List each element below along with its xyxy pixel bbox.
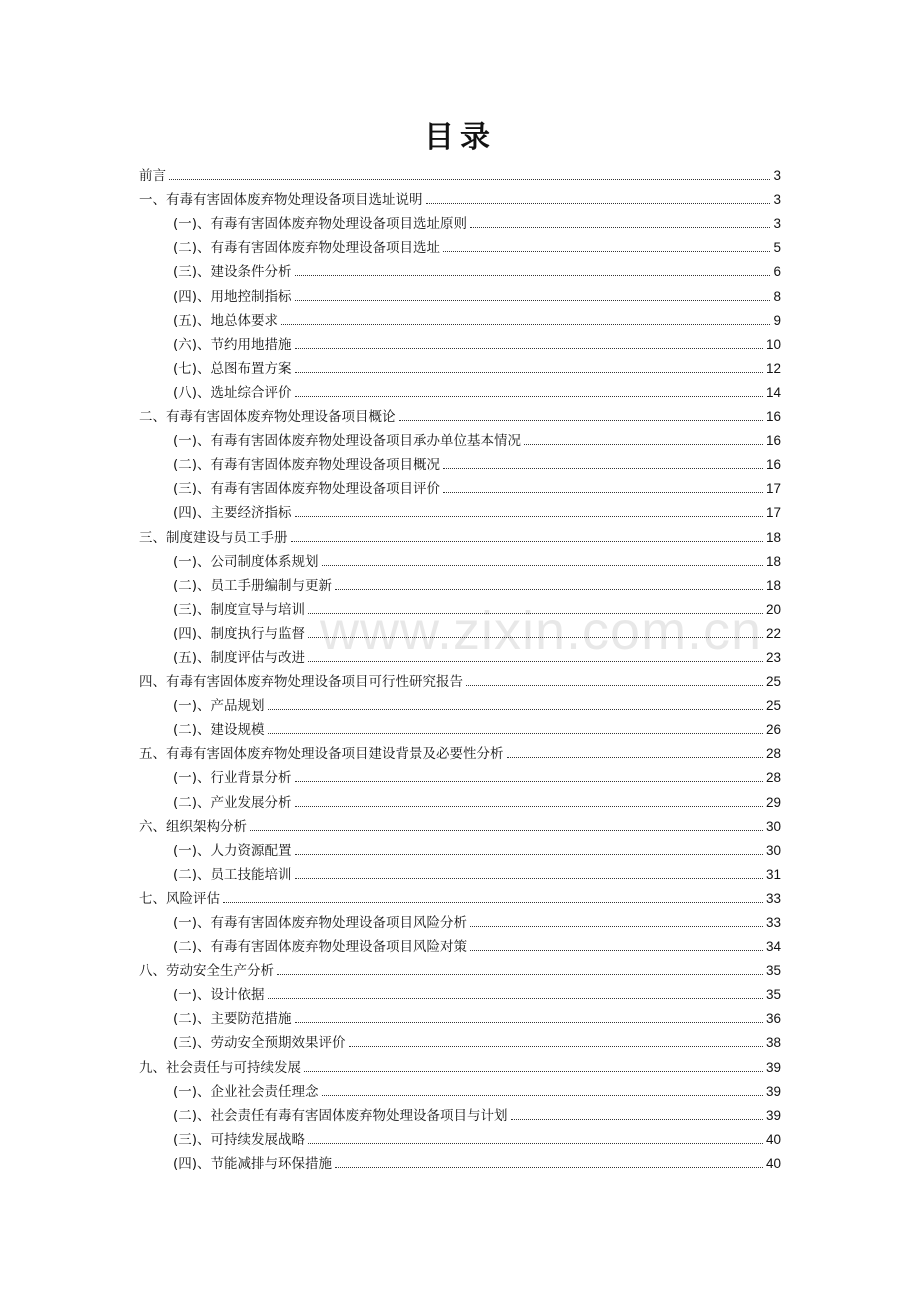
toc-entry-page: 18 [765, 553, 781, 569]
toc-entry-page: 8 [773, 288, 781, 304]
toc-leader-dots [308, 661, 763, 662]
toc-entry-label: (三)、建设条件分析 [173, 264, 292, 281]
toc-entry-label: 四、有毒有害固体废弃物处理设备项目可行性研究报告 [139, 674, 463, 691]
toc-entry[interactable] [139, 329, 781, 353]
toc-entry-page: 10 [765, 336, 781, 352]
toc-entry[interactable] [139, 666, 781, 690]
toc-entry[interactable] [139, 883, 781, 907]
toc-entry-page: 29 [765, 794, 781, 810]
toc-leader-dots [335, 589, 763, 590]
toc-leader-dots [295, 516, 763, 517]
toc-leader-dots [295, 275, 771, 276]
toc-entry-label: (一)、人力资源配置 [173, 842, 292, 859]
toc-leader-dots [399, 420, 763, 421]
toc-entry-page: 36 [765, 1011, 781, 1027]
toc-entry[interactable] [139, 570, 781, 594]
toc-entry[interactable] [139, 786, 781, 810]
toc-entry-label: (二)、社会责任有毒有害固体废弃物处理设备项目与计划 [173, 1107, 508, 1124]
toc-entry-page: 35 [765, 963, 781, 979]
toc-entry-label: 二、有毒有害固体废弃物处理设备项目概论 [139, 409, 396, 426]
toc-entry-label: (二)、有毒有害固体废弃物处理设备项目选址 [173, 240, 441, 257]
toc-entry-label: (三)、劳动安全预期效果评价 [173, 1035, 346, 1052]
toc-entry-label: (四)、用地控制指标 [173, 288, 292, 305]
toc-entry[interactable] [139, 208, 781, 232]
toc-entry-page: 23 [765, 649, 781, 665]
toc-leader-dots [268, 998, 763, 999]
toc-entry-label: 八、劳动安全生产分析 [139, 963, 274, 980]
toc-entry[interactable] [139, 425, 781, 449]
toc-entry-label: 六、组织架构分析 [139, 818, 247, 835]
toc-entry-page: 12 [765, 360, 781, 376]
toc-entry[interactable] [139, 305, 781, 329]
toc-entry-page: 33 [765, 890, 781, 906]
toc-entry[interactable] [139, 232, 781, 256]
toc-entry[interactable] [139, 521, 781, 545]
toc-leader-dots [169, 179, 770, 180]
toc-leader-dots [295, 781, 763, 782]
toc-entry-label: 七、风险评估 [139, 890, 220, 907]
toc-entry-page: 31 [765, 866, 781, 882]
toc-leader-dots [295, 300, 771, 301]
toc-leader-dots [511, 1119, 763, 1120]
toc-entry-page: 33 [765, 915, 781, 930]
toc-entry-page: 6 [773, 264, 781, 280]
toc-entry-label: (二)、员工技能培训 [173, 866, 292, 883]
toc-leader-dots [291, 541, 763, 542]
toc-leader-dots [277, 974, 763, 975]
toc-entry-label: (四)、制度执行与监督 [173, 625, 306, 642]
toc-entry-label: 九、社会责任与可持续发展 [139, 1059, 301, 1076]
toc-leader-dots [295, 854, 763, 855]
toc-entry-label: (一)、有毒有害固体废弃物处理设备项目承办单位基本情况 [173, 433, 522, 450]
toc-entry-label: (六)、节约用地措施 [173, 336, 292, 353]
toc-entry-label: (三)、制度宣导与培训 [173, 601, 306, 618]
toc-entry-label: 五、有毒有害固体废弃物处理设备项目建设背景及必要性分析 [139, 746, 504, 763]
toc-entry-label: (五)、制度评估与改进 [173, 649, 306, 666]
toc-entry-page: 17 [765, 481, 781, 497]
toc-leader-dots [223, 902, 763, 903]
toc-entry-label: (二)、建设规模 [173, 722, 265, 739]
toc-entry[interactable] [139, 1124, 781, 1148]
toc-entry[interactable] [139, 1027, 781, 1051]
toc-entry-page: 39 [765, 1083, 781, 1099]
toc-entry-page: 22 [765, 625, 781, 641]
toc-leader-dots [470, 227, 770, 228]
toc-entry[interactable] [139, 377, 781, 401]
toc-entry-label: (三)、可持续发展战略 [173, 1131, 306, 1148]
toc-entry-label: (四)、主要经济指标 [173, 505, 292, 522]
watermark: www.zixin.com.cn [320, 601, 763, 661]
toc-entry-page: 16 [765, 457, 781, 473]
toc-leader-dots [349, 1046, 763, 1047]
toc-leader-dots [308, 1143, 763, 1144]
toc-entry-label: (一)、行业背景分析 [173, 770, 292, 787]
toc-entry[interactable] [139, 353, 781, 377]
toc-leader-dots [524, 444, 763, 445]
toc-leader-dots [322, 1095, 763, 1096]
toc-leader-dots [443, 468, 763, 469]
toc-entry-label: (二)、产业发展分析 [173, 794, 292, 811]
toc-entry-page: 30 [765, 818, 781, 834]
toc-entry[interactable] [139, 594, 781, 618]
toc-entry-page: 39 [765, 1107, 781, 1123]
toc-entry[interactable] [139, 979, 781, 1003]
page-title: 目录 [424, 120, 496, 155]
toc-entry[interactable] [139, 160, 781, 184]
toc-entry-page: 40 [765, 1155, 781, 1171]
toc-entry-label: (三)、有毒有害固体废弃物处理设备项目评价 [173, 481, 441, 498]
toc-entry-label: 前言 [139, 168, 166, 185]
toc-entry-label: (一)、有毒有害固体废弃物处理设备项目风险分析 [173, 915, 468, 931]
toc-entry[interactable] [139, 473, 781, 497]
toc-leader-dots [304, 1071, 763, 1072]
toc-entry-page: 30 [765, 842, 781, 858]
toc-entry-page: 25 [765, 698, 781, 714]
toc-leader-dots [295, 348, 763, 349]
toc-entry[interactable] [139, 1051, 781, 1075]
toc-entry[interactable] [139, 280, 781, 304]
toc-leader-dots [295, 396, 763, 397]
toc-leader-dots [443, 492, 763, 493]
toc-entry[interactable] [139, 256, 781, 280]
toc-entry-label: 一、有毒有害固体废弃物处理设备项目选址说明 [139, 192, 423, 209]
toc-leader-dots [295, 372, 763, 373]
toc-entry[interactable] [139, 497, 781, 521]
toc-entry-page: 16 [765, 433, 781, 449]
toc-entry-label: (二)、有毒有害固体废弃物处理设备项目概况 [173, 457, 441, 474]
toc-leader-dots [308, 613, 763, 614]
toc-leader-dots [443, 251, 770, 252]
toc-entry[interactable] [139, 184, 781, 208]
toc-entry[interactable] [139, 618, 781, 642]
toc-entry[interactable] [139, 690, 781, 714]
toc-entry-page: 3 [773, 192, 781, 208]
toc-entry[interactable] [139, 449, 781, 473]
toc-entry[interactable] [139, 762, 781, 786]
toc-entry[interactable] [139, 859, 781, 883]
toc-entry-page: 16 [765, 409, 781, 425]
toc-entry-page: 18 [765, 577, 781, 593]
toc-entry-label: (一)、产品规划 [173, 698, 265, 715]
toc-entry-page: 3 [773, 216, 781, 232]
toc-entry[interactable] [139, 907, 781, 931]
toc-entry-page: 28 [765, 770, 781, 786]
toc-entry-page: 3 [773, 168, 781, 184]
toc-entry-label: (七)、总图布置方案 [173, 360, 292, 377]
toc-entry-page: 38 [765, 1035, 781, 1051]
toc-leader-dots [295, 1022, 763, 1023]
toc-entry[interactable] [139, 546, 781, 570]
toc-entry[interactable] [139, 811, 781, 835]
toc-entry-page: 39 [765, 1059, 781, 1075]
toc-entry[interactable] [139, 955, 781, 979]
toc-entry[interactable] [139, 401, 781, 425]
toc-leader-dots [295, 878, 763, 879]
toc-entry-label: (五)、地总体要求 [173, 312, 279, 329]
toc-entry-page: 20 [765, 601, 781, 617]
toc-leader-dots [322, 565, 763, 566]
toc-entry-page: 40 [765, 1131, 781, 1147]
toc-entry-page: 35 [765, 987, 781, 1003]
toc-leader-dots [268, 709, 763, 710]
toc-entry-page: 25 [765, 674, 781, 690]
toc-leader-dots [470, 950, 763, 951]
toc-entry-label: (二)、员工手册编制与更新 [173, 577, 333, 594]
toc-entry-page: 18 [765, 529, 781, 545]
toc-leader-dots [466, 685, 763, 686]
toc-leader-dots [281, 324, 770, 325]
toc-entry-label: 三、制度建设与员工手册 [139, 529, 288, 546]
toc-entry-label: (八)、选址综合评价 [173, 384, 292, 401]
toc-entry-page: 9 [773, 312, 781, 328]
toc-entry[interactable] [139, 1100, 781, 1124]
toc-entry-label: (二)、主要防范措施 [173, 1011, 292, 1028]
toc-entry[interactable] [139, 835, 781, 859]
toc-entry[interactable] [139, 1003, 781, 1027]
toc-leader-dots [295, 806, 763, 807]
toc-leader-dots [335, 1167, 763, 1168]
toc-leader-dots [250, 830, 763, 831]
toc-leader-dots [308, 637, 763, 638]
toc-entry[interactable] [139, 931, 781, 955]
toc-entry[interactable] [139, 642, 781, 666]
toc-entry-label: (四)、节能减排与环保措施 [173, 1155, 333, 1172]
toc-entry-label: (一)、有毒有害固体废弃物处理设备项目选址原则 [173, 216, 468, 233]
toc-entry-label: (一)、公司制度体系规划 [173, 553, 319, 570]
toc-entry-page: 34 [765, 939, 781, 955]
toc-entry[interactable] [139, 1148, 781, 1172]
toc-entry-page: 28 [765, 746, 781, 762]
toc-entry-page: 5 [773, 240, 781, 256]
toc-leader-dots [470, 926, 763, 927]
toc-entry-page: 26 [765, 722, 781, 738]
toc-entry[interactable] [139, 738, 781, 762]
toc-entry-page: 14 [765, 384, 781, 400]
table-of-contents [139, 160, 781, 1172]
toc-entry[interactable] [139, 1076, 781, 1100]
toc-entry-page: 17 [765, 505, 781, 521]
toc-entry-label: (二)、有毒有害固体废弃物处理设备项目风险对策 [173, 939, 468, 956]
toc-leader-dots [268, 733, 763, 734]
toc-entry-label: (一)、设计依据 [173, 987, 265, 1004]
toc-leader-dots [426, 203, 771, 204]
toc-leader-dots [507, 757, 763, 758]
toc-entry[interactable] [139, 714, 781, 738]
toc-entry-label: (一)、企业社会责任理念 [173, 1083, 319, 1100]
